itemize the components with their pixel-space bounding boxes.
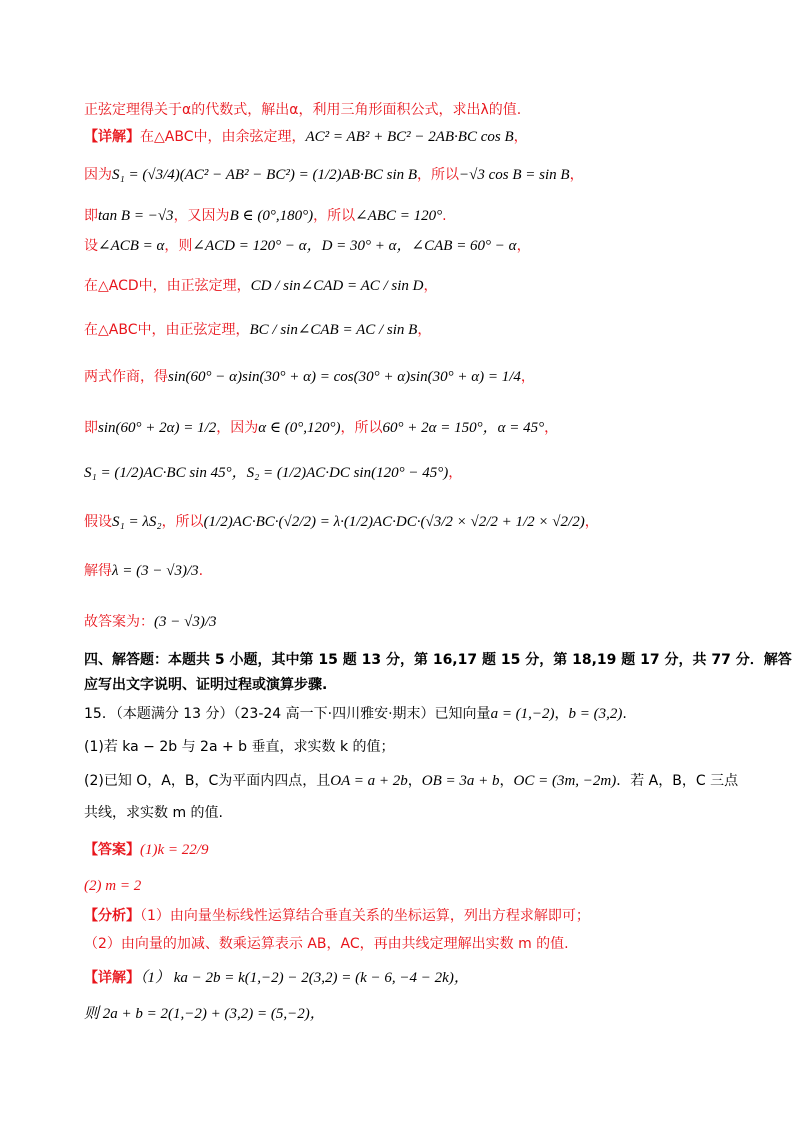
vector-ob: OB = 3a + b — [421, 773, 500, 789]
formula: −√3 cos B = sin B — [459, 167, 570, 183]
detail-formula-1: （1） ka − 2b = k(1,−2) − 2(3,2) = (k − 6, −4 − 2k)， — [140, 970, 469, 986]
detail-line-2 — [84, 1004, 740, 1024]
formula: AC² = AB² + BC² − 2AB·BC cos B — [305, 129, 514, 145]
line-text: 正弦定理得关于α的代数式，解出α，利用三角形面积公式，求出λ的值. — [84, 102, 522, 118]
punct: . — [622, 706, 627, 722]
line-text: 设 — [84, 238, 98, 254]
solution-line-8 — [84, 367, 740, 387]
punct: ， — [569, 167, 584, 183]
formula: S₁ = (1/2)AC·BC sin 45°，S₂ = (1/2)AC·DC sin(120° − 45°) — [84, 465, 449, 481]
formula: (1/2)AC·BC·(√2/2) = λ·(1/2)AC·DC·(√3/2 × √2/2 + 1/2 × √2/2) — [203, 514, 585, 530]
section-heading — [84, 650, 792, 670]
part-1-text: (1)若 ka − 2b 与 2a + b 垂直，求实数 k 的值； — [84, 739, 395, 755]
analysis-text-2: （2）由向量的加减、数乘运算表示 AB，AC，再由共线定理解出实数 m 的值. — [84, 936, 569, 952]
line-text: 在△ACD中，由正弦定理， — [84, 278, 251, 294]
answer-line-2 — [84, 876, 740, 896]
problem-15-part-2: (2)已知 O，A，B，C为平面内四点，且OA = a + 2b，OB = 3a + b，OC = (3m, −2m)．若 A，B，C 三点 — [84, 773, 739, 789]
detail-formula-2: 则 2a + b = 2(1,−2) + (3,2) = (5,−2)， — [84, 1006, 325, 1022]
solution-line-4 — [84, 206, 740, 226]
answer-2: (2) m = 2 — [84, 878, 142, 894]
line-text: 解得 — [84, 563, 112, 579]
formula: sin(60° − α)sin(30° + α) = cos(30° + α)sin(30° + α) = 1/4 — [168, 369, 521, 385]
solution-line-6 — [84, 276, 740, 296]
line-text: ，则 — [164, 238, 193, 254]
solution-line-7 — [84, 320, 740, 340]
punct: ， — [516, 238, 531, 254]
punct: ， — [554, 706, 569, 722]
formula: sin(60° + 2α) = 1/2 — [98, 420, 217, 436]
detail-tag: 【详解】 — [84, 129, 140, 145]
line-text: 即 — [84, 420, 98, 436]
line-text: 在△ABC中，由余弦定理， — [140, 129, 306, 145]
line-text: 故答案为： — [84, 614, 154, 630]
answer-1: (1)k = 22/9 — [140, 842, 209, 858]
punct: ， — [423, 278, 438, 294]
formula: S₁ = λS₂ — [112, 514, 162, 530]
formula: CD / sin∠CAD = AC / sin D — [250, 278, 424, 294]
analysis-line-1 — [84, 906, 740, 926]
problem-15-part-1 — [84, 737, 740, 757]
part-2-text-end: 共线，求实数 m 的值. — [84, 805, 223, 821]
line-text: ，所以 — [417, 167, 460, 183]
formula: (3 − √3)/3 — [154, 614, 217, 630]
solution-line-12 — [84, 561, 740, 581]
punct: ， — [513, 129, 528, 145]
punct: . — [442, 208, 447, 224]
punct: . — [198, 563, 204, 579]
answer-line-1 — [84, 840, 740, 860]
vector-b: b = (3,2) — [568, 706, 623, 722]
line-text: 假设 — [84, 514, 112, 530]
vector-oc: OC = (3m, −2m) — [513, 773, 617, 789]
punct: ， — [544, 420, 559, 436]
line-text: ，又因为 — [173, 208, 230, 224]
solution-line-3 — [84, 165, 740, 185]
formula: α ∈ (0°,120°) — [258, 420, 341, 436]
solution-line-9 — [84, 418, 740, 438]
problem-15-statement — [84, 704, 740, 724]
analysis-line-2 — [84, 934, 740, 954]
part-2-text-cont: ．若 A，B，C 三点 — [616, 773, 739, 789]
solution-line-10 — [84, 463, 740, 483]
section-heading-line-1: 四、解答题：本题共 5 小题，其中第 15 题 13 分，第 16,17 题 15 分，第 18,19 题 17 分，共 77 分．解答 — [84, 652, 792, 668]
line-text: 即 — [84, 208, 98, 224]
line-text: 在△ABC中，由正弦定理， — [84, 322, 250, 338]
vector-oa: OA = a + 2b — [330, 773, 408, 789]
formula: tan B = −√3 — [98, 208, 174, 224]
line-text: 两式作商，得 — [84, 369, 168, 385]
vector-a: a = (1,−2) — [490, 706, 555, 722]
punct: ， — [520, 369, 535, 385]
solution-line-1 — [84, 100, 740, 120]
punct: ， — [417, 322, 432, 338]
detail-tag: 【详解】 — [84, 970, 140, 986]
line-text: 因为 — [84, 167, 112, 183]
formula: ∠ABC = 120° — [355, 208, 443, 224]
formula: ∠ACD = 120° − α，D = 30° + α，∠CAB = 60° − α — [192, 238, 517, 254]
problem-intro: 15．（本题满分 13 分）（23-24 高一下·四川雅安·期末）已知向量 — [84, 706, 491, 722]
formula: λ = (3 − √3)/3 — [112, 563, 199, 579]
formula: B ∈ (0°,180°) — [229, 208, 314, 224]
formula: 60° + 2α = 150°，α = 45° — [382, 420, 545, 436]
solution-line-5 — [84, 236, 740, 256]
formula: S₁ = (√3/4)(AC² − AB² − BC²) = (1/2)AB·BC sin B — [112, 167, 418, 183]
analysis-tag: 【分析】 — [84, 908, 140, 924]
part-2-text: (2)已知 O，A，B，C为平面内四点，且 — [84, 773, 331, 789]
line-text: ，所以 — [161, 514, 204, 530]
solution-line-2 — [84, 127, 740, 147]
formula: BC / sin∠CAB = AC / sin B — [249, 322, 418, 338]
problem-15-part-2-cont — [84, 803, 740, 823]
line-text: ，所以 — [313, 208, 356, 224]
final-answer-line — [84, 612, 740, 632]
solution-line-11 — [84, 512, 740, 532]
line-text: ，因为 — [216, 420, 259, 436]
analysis-text-1: （1）由向量坐标线性运算结合垂直关系的坐标运算，列出方程求解即可； — [140, 908, 590, 924]
formula: ∠ACB = α — [98, 238, 165, 254]
section-heading-cont — [84, 675, 740, 695]
answer-tag: 【答案】 — [84, 842, 140, 858]
punct: ， — [584, 514, 599, 530]
section-heading-line-2: 应写出文字说明、证明过程或演算步骤. — [84, 677, 328, 693]
punct: ， — [448, 465, 463, 481]
line-text: ，所以 — [340, 420, 383, 436]
detail-line-1 — [84, 968, 740, 988]
